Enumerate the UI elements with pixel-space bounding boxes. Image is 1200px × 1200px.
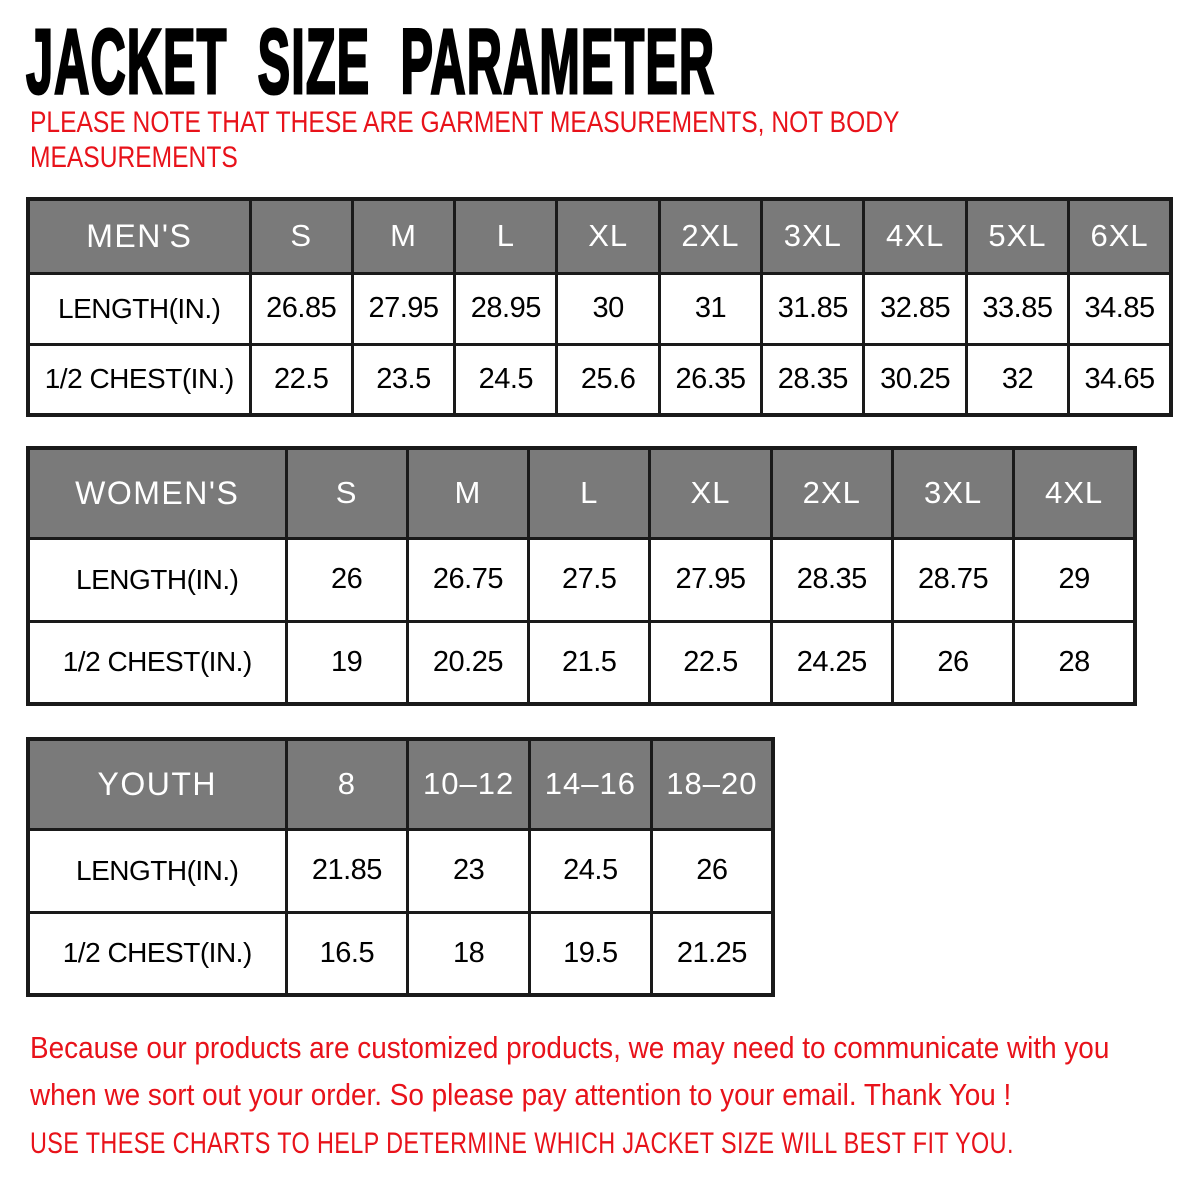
measurement-cell: 22.5 [250, 344, 352, 415]
mens-header-row [28, 199, 1171, 273]
measurement-cell: 26.35 [659, 344, 761, 415]
measurement-cell: 28.35 [762, 344, 864, 415]
measurement-cell: 26.85 [250, 273, 352, 344]
column-header: L [455, 199, 557, 273]
measurement-cell: 26 [892, 621, 1013, 704]
row-label: 1/2 CHEST(IN.) [28, 344, 250, 415]
column-header: 14–16 [530, 739, 652, 829]
column-header: 2XL [659, 199, 761, 273]
column-header: M [407, 448, 528, 538]
customization-note [30, 1024, 1200, 1118]
row-label: LENGTH(IN.) [28, 538, 286, 621]
measurement-cell: 28.35 [771, 538, 892, 621]
measurement-cell: 31.85 [762, 273, 864, 344]
row-label: 1/2 CHEST(IN.) [28, 621, 286, 704]
measurement-cell: 27.5 [529, 538, 650, 621]
table-row [28, 912, 773, 995]
measurement-cell: 25.6 [557, 344, 659, 415]
measurement-cell: 34.65 [1069, 344, 1171, 415]
fit-advice-text: USE THESE CHARTS TO HELP DETERMINE WHICH JACKET SIZE WILL BEST FIT YOU. [30, 1127, 1014, 1160]
measurement-cell: 21.25 [651, 912, 773, 995]
note-line-1: PLEASE NOTE THAT THESE ARE GARMENT MEASUREMENTS, NOT BODY [30, 106, 900, 139]
measurement-cell: 29 [1014, 538, 1135, 621]
table-row [28, 829, 773, 912]
measurement-cell: 32 [966, 344, 1068, 415]
column-header: XL [557, 199, 659, 273]
measurement-cell: 31 [659, 273, 761, 344]
customization-note-line-2: when we sort out your order. So please pay attention to your email. Thank You ! [30, 1077, 1012, 1112]
column-header: S [250, 199, 352, 273]
measurement-cell: 21.85 [286, 829, 408, 912]
measurement-cell: 24.25 [771, 621, 892, 704]
customization-note-line-1: Because our products are customized products, we may need to communicate with you [30, 1030, 1110, 1065]
row-label: 1/2 CHEST(IN.) [28, 912, 286, 995]
table-name-cell: YOUTH [28, 739, 286, 829]
garment-measurement-note [30, 105, 1090, 175]
womens-size-table [26, 446, 1137, 706]
measurement-cell: 18 [408, 912, 530, 995]
column-header: 4XL [864, 199, 966, 273]
measurement-cell: 30 [557, 273, 659, 344]
mens-size-table [26, 197, 1173, 417]
measurement-cell: 16.5 [286, 912, 408, 995]
measurement-cell: 24.5 [455, 344, 557, 415]
measurement-cell: 26 [286, 538, 407, 621]
measurement-cell: 22.5 [650, 621, 771, 704]
column-header: 8 [286, 739, 408, 829]
measurement-cell: 30.25 [864, 344, 966, 415]
table-name-cell: MEN'S [28, 199, 250, 273]
measurement-cell: 23.5 [352, 344, 454, 415]
measurement-cell: 32.85 [864, 273, 966, 344]
table-row [28, 621, 1135, 704]
measurement-cell: 28.95 [455, 273, 557, 344]
column-header: L [529, 448, 650, 538]
measurement-cell: 26 [651, 829, 773, 912]
row-label: LENGTH(IN.) [28, 829, 286, 912]
column-header: 18–20 [651, 739, 773, 829]
measurement-cell: 24.5 [530, 829, 652, 912]
note-line-2: MEASUREMENTS [30, 141, 238, 174]
measurement-cell: 23 [408, 829, 530, 912]
womens-header-row [28, 448, 1135, 538]
fit-advice-note [30, 1126, 1200, 1162]
column-header: 5XL [966, 199, 1068, 273]
column-header: 4XL [1014, 448, 1135, 538]
column-header: 3XL [762, 199, 864, 273]
table-name-cell: WOMEN'S [28, 448, 286, 538]
measurement-cell: 19 [286, 621, 407, 704]
column-header: 10–12 [408, 739, 530, 829]
measurement-cell: 28.75 [892, 538, 1013, 621]
column-header: 2XL [771, 448, 892, 538]
table-row [28, 273, 1171, 344]
measurement-cell: 28 [1014, 621, 1135, 704]
youth-header-row [28, 739, 773, 829]
column-header: M [352, 199, 454, 273]
row-label: LENGTH(IN.) [28, 273, 250, 344]
measurement-cell: 27.95 [352, 273, 454, 344]
column-header: S [286, 448, 407, 538]
page-title-text: JACKET SIZE PARAMETER [26, 11, 716, 113]
measurement-cell: 20.25 [407, 621, 528, 704]
measurement-cell: 27.95 [650, 538, 771, 621]
column-header: 6XL [1069, 199, 1171, 273]
page-title [26, 11, 1200, 113]
measurement-cell: 34.85 [1069, 273, 1171, 344]
table-row [28, 344, 1171, 415]
column-header: 3XL [892, 448, 1013, 538]
table-row [28, 538, 1135, 621]
measurement-cell: 26.75 [407, 538, 528, 621]
measurement-cell: 21.5 [529, 621, 650, 704]
measurement-cell: 19.5 [530, 912, 652, 995]
measurement-cell: 33.85 [966, 273, 1068, 344]
youth-size-table [26, 737, 775, 997]
column-header: XL [650, 448, 771, 538]
